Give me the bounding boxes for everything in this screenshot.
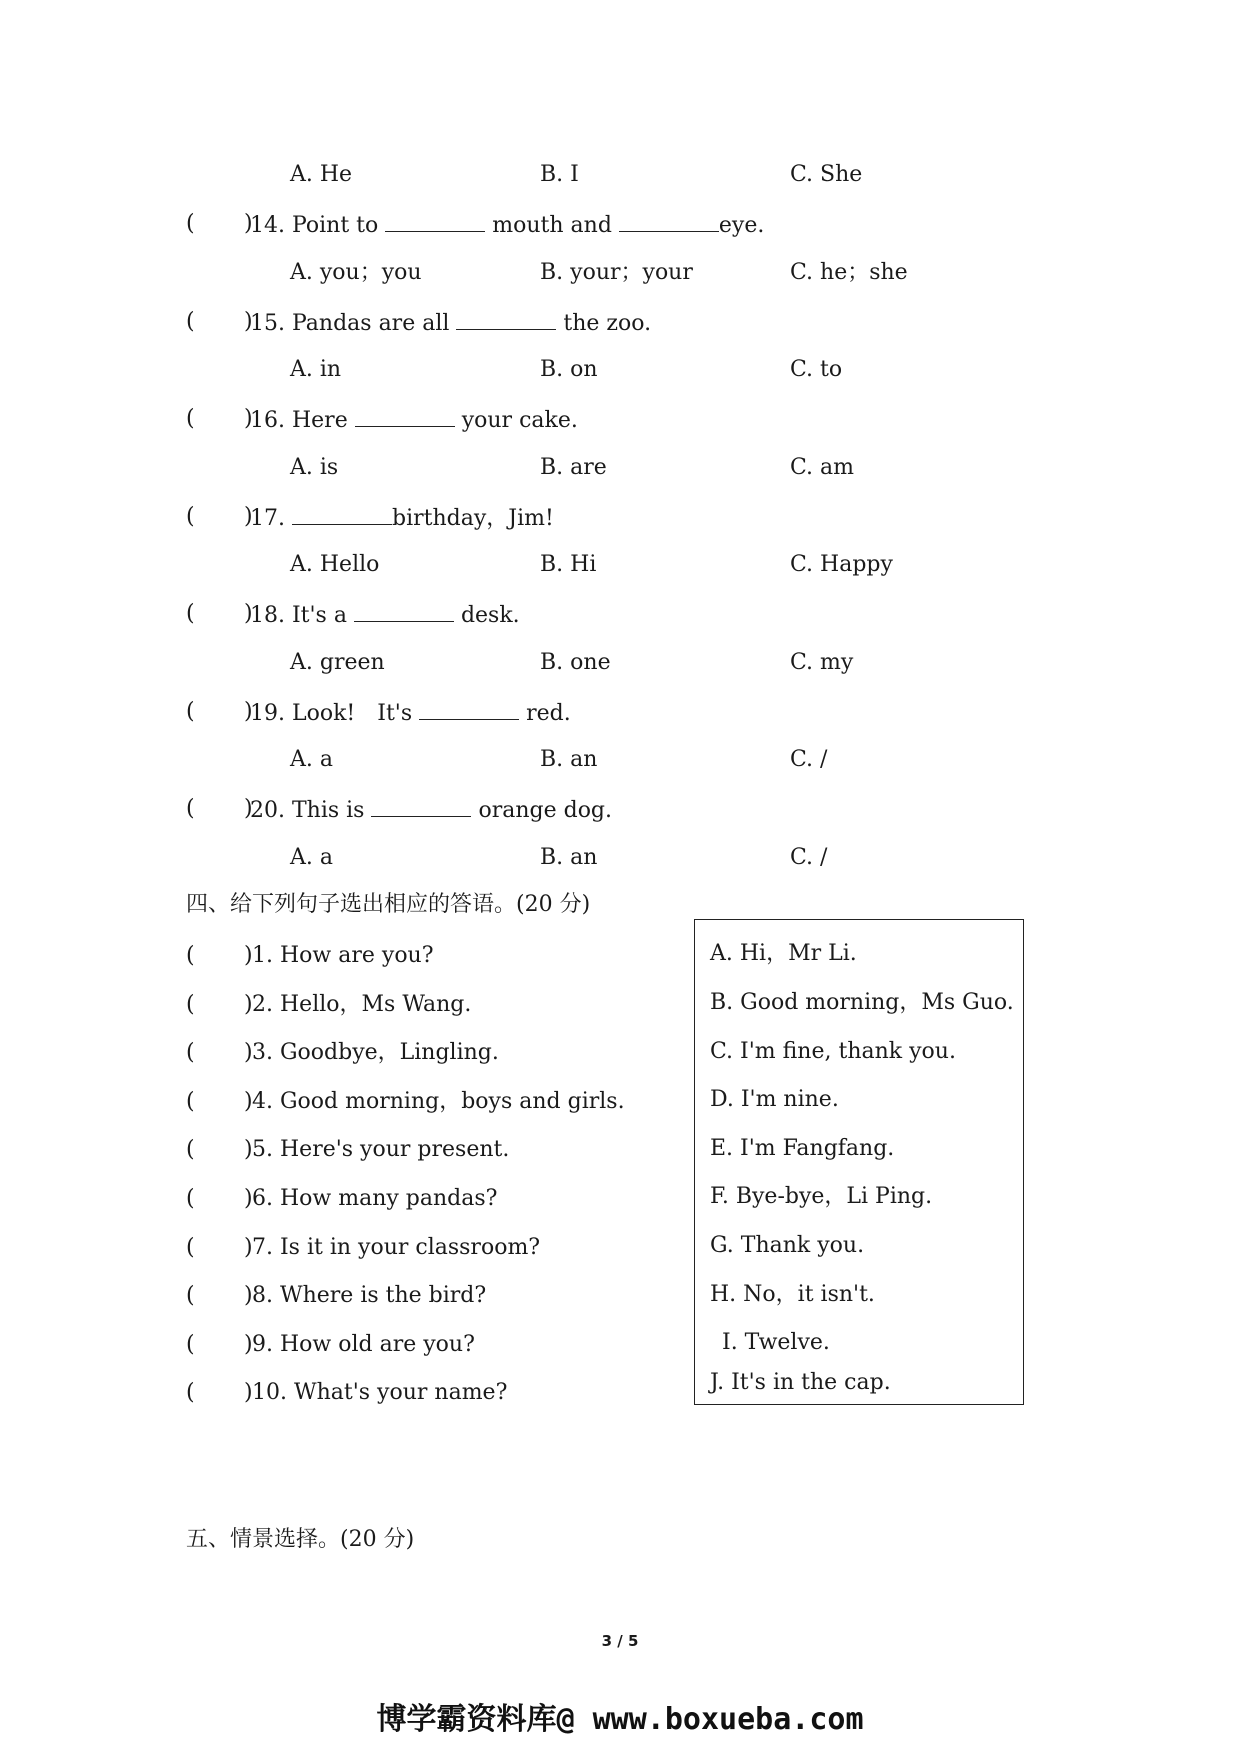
match-item <box>0 990 690 1020</box>
answer-paren-close: ) <box>244 308 253 334</box>
answer-paren-close: ) <box>244 1040 253 1066</box>
response-option: A. Hi，Mr Li. <box>710 941 857 966</box>
fill-blank[interactable] <box>385 209 485 232</box>
option-choice: A. you；you <box>290 259 422 285</box>
match-item <box>0 941 690 971</box>
answer-slot[interactable] <box>198 599 242 629</box>
match-item <box>0 1038 690 1068</box>
question-row <box>0 599 1240 629</box>
match-item-text: 6. How many pandas? <box>252 1186 498 1211</box>
answer-paren-open: ( <box>186 1234 195 1260</box>
option-q13-b: B. I <box>540 162 579 187</box>
question-row <box>0 209 1240 239</box>
question-fragment: your cake. <box>454 408 578 433</box>
answer-slot[interactable] <box>198 990 242 1020</box>
answer-paren-open: ( <box>186 796 195 821</box>
question-fragment: 18. It's a <box>250 603 354 628</box>
option-choice: C. am <box>790 454 855 480</box>
answer-slot[interactable] <box>198 502 242 532</box>
question-text <box>250 502 554 534</box>
answer-slot[interactable] <box>198 1281 242 1311</box>
answer-slot[interactable] <box>198 1135 242 1165</box>
answer-paren-open: ( <box>186 698 195 724</box>
response-option: G. Thank you. <box>710 1233 865 1258</box>
response-option: H. No，it isn't. <box>710 1282 875 1307</box>
answer-paren-open: ( <box>186 1283 195 1309</box>
response-option: F. Bye-bye，Li Ping. <box>710 1184 933 1209</box>
option-choice: C. / <box>790 844 828 870</box>
question-row <box>0 404 1240 434</box>
answer-paren-close: ) <box>244 1137 253 1163</box>
match-item-text: 8. Where is the bird? <box>252 1283 487 1309</box>
answer-slot[interactable] <box>198 404 242 434</box>
question-fragment: 19. Look! It's <box>250 700 420 726</box>
answer-paren-open: ( <box>186 406 195 431</box>
fill-blank[interactable] <box>456 307 556 330</box>
fill-blank[interactable] <box>354 599 454 622</box>
question-fragment: 15. Pandas are all <box>250 310 457 336</box>
option-choice: C. he；she <box>790 259 908 285</box>
match-item <box>0 1378 690 1408</box>
question-row <box>0 502 1240 532</box>
answer-slot[interactable] <box>198 794 242 824</box>
option-choice: A. Hello <box>290 552 380 577</box>
answer-paren-close: ) <box>244 1283 253 1309</box>
question-fragment: eye. <box>718 213 765 238</box>
response-option: J. It's in the cap. <box>710 1370 891 1395</box>
answer-paren-open: ( <box>186 211 195 236</box>
answer-paren-close: ) <box>244 503 253 529</box>
match-item-text: 2. Hello，Ms Wang. <box>252 991 472 1017</box>
fill-blank[interactable] <box>419 697 519 720</box>
answer-paren-close: ) <box>244 943 253 968</box>
question-row <box>0 697 1240 727</box>
answer-paren-close: ) <box>244 601 253 626</box>
question-fragment: 17. <box>250 505 292 531</box>
page-number: 3 / 5 <box>601 1632 639 1650</box>
option-choice: C. / <box>790 747 828 772</box>
answer-paren-open: ( <box>186 1186 195 1211</box>
question-fragment: mouth and <box>485 213 619 238</box>
answer-paren-close: ) <box>244 211 253 236</box>
fill-blank[interactable] <box>619 209 719 232</box>
answer-slot[interactable] <box>198 209 242 239</box>
option-choice: C. my <box>790 649 854 675</box>
option-choice: B. are <box>540 454 607 480</box>
question-text <box>250 209 764 241</box>
section-5-title: 五、情景选择。(20 分) <box>186 1527 415 1552</box>
option-choice: C. to <box>790 357 843 382</box>
option-q13-c: C. She <box>790 162 863 187</box>
option-q13-a: A. He <box>290 162 353 187</box>
answer-slot[interactable] <box>198 697 242 727</box>
answer-paren-open: ( <box>186 943 195 968</box>
answer-paren-open: ( <box>186 1088 195 1114</box>
option-choice: A. is <box>290 454 339 480</box>
answer-paren-open: ( <box>186 1137 195 1163</box>
option-choice: B. one <box>540 649 611 675</box>
option-choice: B. Hi <box>540 552 597 577</box>
answer-paren-open: ( <box>186 1040 195 1066</box>
answer-paren-close: ) <box>244 406 253 431</box>
match-item-text: 3. Goodbye，Lingling. <box>252 1040 499 1066</box>
option-choice: B. your；your <box>540 259 693 285</box>
watermark: 博学霸资料库@ www.boxueba.com <box>376 1702 864 1737</box>
response-option: C. I'm fine, thank you. <box>710 1039 956 1064</box>
answer-slot[interactable] <box>198 1330 242 1360</box>
answer-slot[interactable] <box>198 1378 242 1408</box>
option-choice: B. an <box>540 747 598 772</box>
answer-paren-open: ( <box>186 991 195 1017</box>
answer-paren-close: ) <box>244 1234 253 1260</box>
match-item <box>0 1330 690 1360</box>
answer-slot[interactable] <box>198 307 242 337</box>
question-text <box>250 404 578 436</box>
answer-paren-open: ( <box>186 308 195 334</box>
answer-slot[interactable] <box>198 1087 242 1117</box>
question-text <box>250 794 612 826</box>
option-choice: A. a <box>290 844 333 870</box>
question-fragment: the zoo. <box>556 310 652 336</box>
answer-paren-close: ) <box>244 796 253 821</box>
match-item-text: 10. What's your name? <box>252 1380 508 1406</box>
option-choice: A. green <box>290 649 385 675</box>
answer-slot[interactable] <box>198 1184 242 1214</box>
option-choice: A. in <box>290 357 342 382</box>
question-text <box>250 307 651 339</box>
match-item-text: 4. Good morning，boys and girls. <box>252 1088 625 1114</box>
match-item-text: 9. How old are you? <box>252 1331 475 1357</box>
answer-paren-close: ) <box>244 1331 253 1357</box>
question-fragment: desk. <box>453 603 520 628</box>
match-item <box>0 1233 690 1263</box>
match-item <box>0 1184 690 1214</box>
question-text <box>250 599 520 631</box>
question-text <box>250 697 571 729</box>
answer-paren-close: ) <box>244 1380 253 1406</box>
response-option: D. I'm nine. <box>710 1087 839 1112</box>
option-choice: B. an <box>540 844 598 870</box>
option-choice: C. Happy <box>790 552 893 577</box>
section-4-title: 四、给下列句子选出相应的答语。(20 分) <box>186 892 591 917</box>
question-fragment: 14. Point to <box>250 213 386 238</box>
answer-paren-open: ( <box>186 601 195 626</box>
question-fragment: orange dog. <box>471 798 613 823</box>
answer-paren-open: ( <box>186 503 195 529</box>
response-option: B. Good morning，Ms Guo. <box>710 990 1014 1015</box>
answer-slot[interactable] <box>198 941 242 971</box>
answer-paren-close: ) <box>244 698 253 724</box>
match-item-text: 5. Here's your present. <box>252 1137 510 1163</box>
option-choice: A. a <box>290 747 333 772</box>
answer-paren-close: ) <box>244 1088 253 1114</box>
match-item <box>0 1135 690 1165</box>
match-item <box>0 1281 690 1311</box>
response-option: E. I'm Fangfang. <box>710 1136 895 1161</box>
option-choice: B. on <box>540 357 598 382</box>
question-row <box>0 307 1240 337</box>
answer-paren-open: ( <box>186 1380 195 1406</box>
question-fragment: 20. This is <box>250 798 372 823</box>
response-option: I. Twelve. <box>722 1330 830 1355</box>
question-fragment: 16. Here <box>250 408 355 433</box>
match-item-text: 1. How are you? <box>252 943 434 968</box>
question-fragment: red. <box>519 700 571 726</box>
question-fragment: birthday，Jim! <box>391 505 554 531</box>
answer-slot[interactable] <box>198 1038 242 1068</box>
fill-blank[interactable] <box>371 794 471 817</box>
match-item <box>0 1087 690 1117</box>
answer-slot[interactable] <box>198 1233 242 1263</box>
match-item-text: 7. Is it in your classroom? <box>252 1234 541 1260</box>
question-row <box>0 794 1240 824</box>
answer-paren-close: ) <box>244 991 253 1017</box>
answer-paren-open: ( <box>186 1331 195 1357</box>
fill-blank[interactable] <box>355 404 455 427</box>
fill-blank[interactable] <box>292 502 392 525</box>
answer-paren-close: ) <box>244 1186 253 1211</box>
